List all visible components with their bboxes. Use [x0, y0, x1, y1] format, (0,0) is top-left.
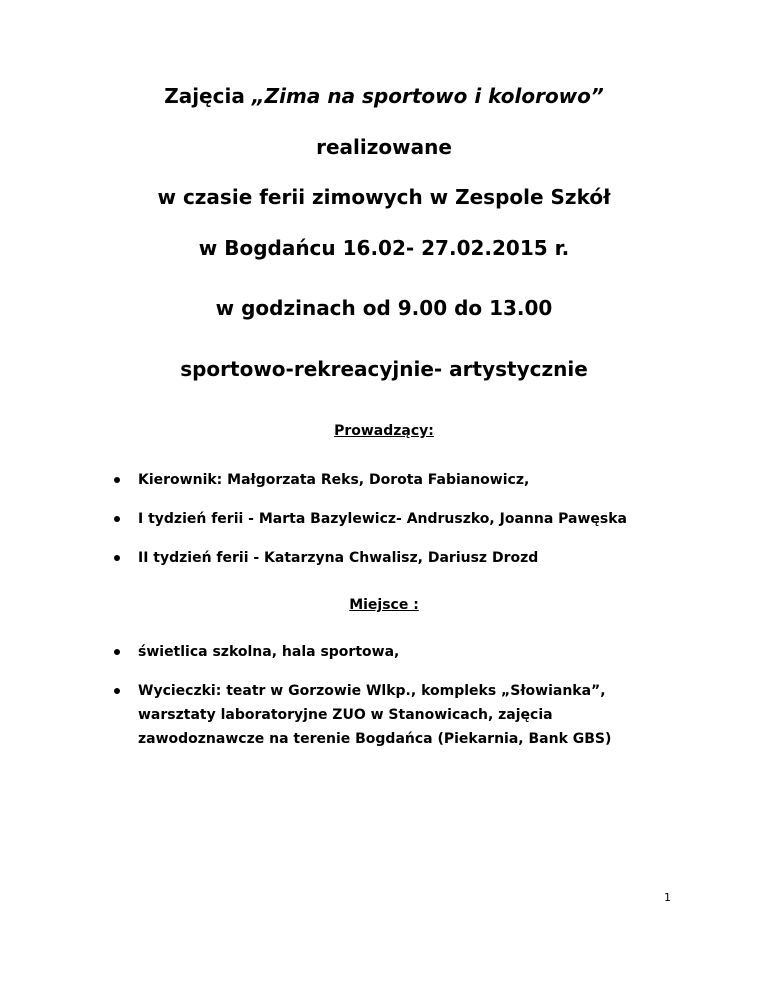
- list-item-text: II tydzień ferii - Katarzyna Chwalisz, Dariusz Drozd: [138, 550, 539, 566]
- subtitle-dates: w Bogdańcu 16.02- 27.02.2015 r.: [198, 236, 570, 260]
- title-italic: „Zima na sportowo i kolorowo”: [251, 84, 604, 108]
- list-item: [113, 546, 713, 570]
- list-item-text: świetlica szkolna, hala sportowa,: [138, 644, 400, 660]
- document-title: [0, 84, 768, 108]
- list-item-text: I tydzień ferii - Marta Bazylewicz- Andruszko, Joanna Pawęska: [138, 511, 628, 527]
- subtitle-location: w czasie ferii zimowych w Zespole Szkół: [157, 185, 611, 209]
- list-item-text: Wycieczki: teatr w Gorzowie Wlkp., kompleks „Słowianka”, warsztaty laboratoryjne ZUO w Stanowicach, zajęcia zawodoznawcze na terenie Bogdańca (Piekarnia, Bank GBS): [138, 683, 612, 747]
- section-heading-miejsce: Miejsce :: [349, 597, 419, 613]
- bullet-icon: [114, 649, 120, 655]
- list-item-text: Kierownik: Małgorzata Reks, Dorota Fabianowicz,: [138, 472, 530, 488]
- bullet-icon: [114, 555, 120, 561]
- title-prefix: Zajęcia: [164, 84, 252, 108]
- list-item: [113, 468, 713, 492]
- list-prowadzacy: [113, 468, 713, 585]
- bullet-icon: [114, 477, 120, 483]
- section-heading-prowadzacy: Prowadzący:: [334, 423, 434, 439]
- bullet-icon: [114, 688, 120, 694]
- list-item: [113, 507, 713, 531]
- list-item: [113, 640, 713, 664]
- page-number: 1: [664, 891, 671, 904]
- list-miejsce: [113, 640, 713, 766]
- subtitle-profile: sportowo-rekreacyjnie- artystycznie: [180, 357, 588, 381]
- subtitle-hours: w godzinach od 9.00 do 13.00: [215, 296, 553, 320]
- list-item: [113, 679, 668, 751]
- subtitle-realizowane: realizowane: [316, 135, 452, 159]
- bullet-icon: [114, 516, 120, 522]
